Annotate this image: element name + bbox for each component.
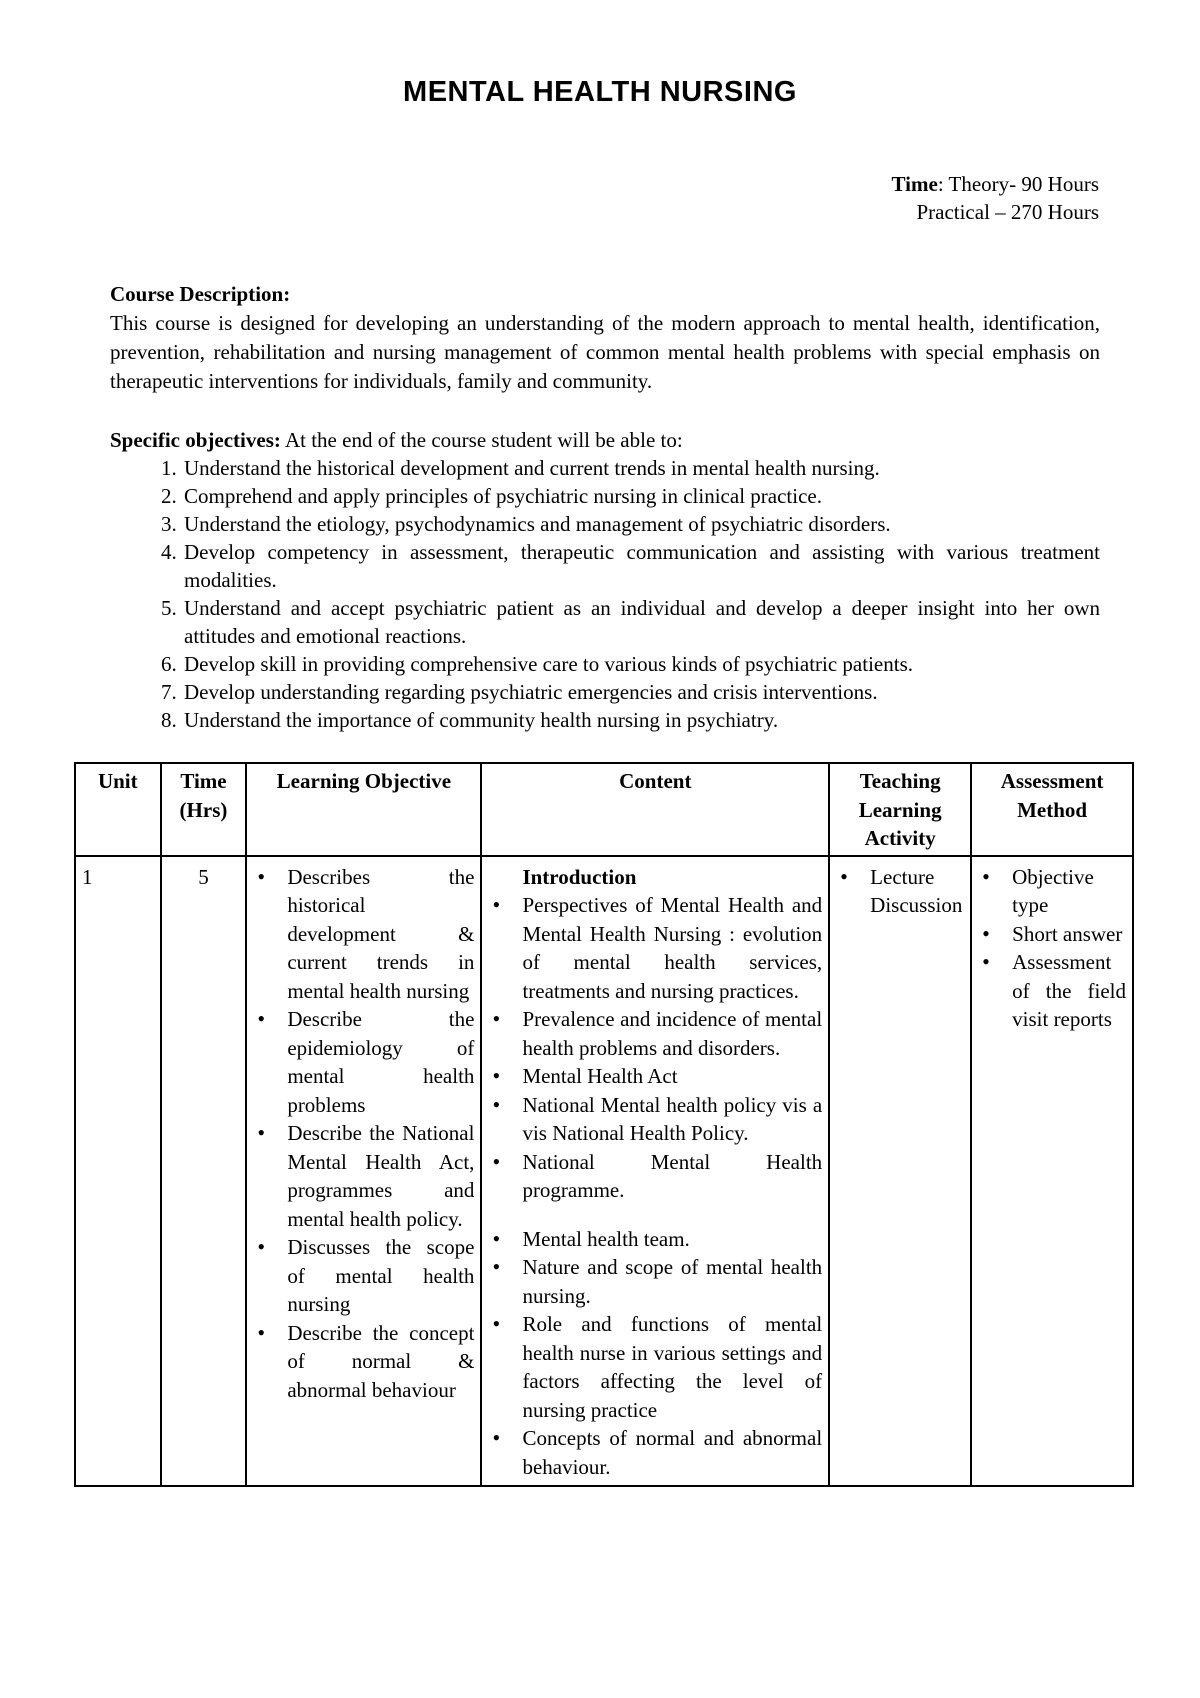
- list-item: • Prevalence and incidence of mental health problems and disorders.: [488, 1005, 822, 1062]
- objective-item: 7. Develop understanding regarding psychiatric emergencies and crisis interventions.: [182, 678, 1100, 706]
- list-item: • Describe the National Mental Health Act, programmes and mental health policy.: [253, 1119, 474, 1233]
- objectives-intro: [110, 426, 1100, 454]
- list-item: • Mental health team.: [488, 1225, 822, 1254]
- list-item: • National Mental health policy vis a vis National Health Policy.: [488, 1091, 822, 1148]
- course-description-text: This course is designed for developing an understanding of the modern approach to mental health, identification, prevention, rehabilitation and nursing management of common mental health problems with special emphasis on therapeutic interventions for individuals, family and community.: [110, 311, 1100, 393]
- content-bullet-list-continued: [488, 1225, 822, 1482]
- header-time: Time (Hrs): [161, 763, 247, 856]
- list-item: • Describe the epidemiology of mental health problems: [253, 1005, 474, 1119]
- list-item: • Objective type: [978, 863, 1126, 920]
- list-item: • National Mental Health programme.: [488, 1148, 822, 1205]
- header-content: Content: [481, 763, 829, 856]
- time-practical: Practical – 270 Hours: [916, 200, 1099, 224]
- tla-bullet-list: [836, 863, 964, 920]
- list-item: • Assessment of the field visit reports: [978, 948, 1126, 1034]
- objectives-intro-text: At the end of the course student will be able to:: [284, 428, 683, 452]
- list-item: • Describes the historical development & current trends in mental health nursing: [253, 863, 474, 1006]
- course-description-heading: Course Description:: [110, 282, 291, 306]
- time-theory-line: [892, 170, 1099, 198]
- list-item: • Discusses the scope of mental health nursing: [253, 1233, 474, 1319]
- table-header-row: [75, 763, 1133, 856]
- time-allocation: [892, 170, 1099, 226]
- list-item: • Lecture Discussion: [836, 863, 964, 920]
- objective-item: 1. Understand the historical development and current trends in mental health nursing.: [182, 454, 1100, 482]
- objective-item: 5. Understand and accept psychiatric patient as an individual and develop a deeper insight into her own attitudes and emotional reactions.: [182, 594, 1100, 650]
- cell-unit: 1: [75, 856, 161, 1487]
- header-learning-objective: Learning Objective: [246, 763, 481, 856]
- header-assessment-method: Assessment Method: [971, 763, 1133, 856]
- cell-teaching-learning-activity: [829, 856, 971, 1487]
- page-title: MENTAL HEALTH NURSING: [403, 76, 797, 108]
- header-teaching-learning-activity: Teaching Learning Activity: [829, 763, 971, 856]
- objective-item: 6. Develop skill in providing comprehensive care to various kinds of psychiatric patients.: [182, 650, 1100, 678]
- objective-item: 2. Comprehend and apply principles of psychiatric nursing in clinical practice.: [182, 482, 1100, 510]
- objective-item: 3. Understand the etiology, psychodynamics and management of psychiatric disorders.: [182, 510, 1100, 538]
- list-item: • Nature and scope of mental health nursing.: [488, 1253, 822, 1310]
- header-unit: Unit: [75, 763, 161, 856]
- list-item: • Role and functions of mental health nurse in various settings and factors affecting the level of nursing practice: [488, 1310, 822, 1424]
- cell-learning-objectives: [246, 856, 481, 1487]
- time-theory: : Theory- 90 Hours: [937, 172, 1099, 196]
- course-unit-table: [74, 762, 1134, 1487]
- cell-content: [481, 856, 829, 1487]
- cell-assessment-method: [971, 856, 1133, 1487]
- table-row: [75, 856, 1133, 1487]
- content-bullet-list: [488, 891, 822, 1205]
- objective-item: 4. Develop competency in assessment, therapeutic communication and assisting with various treatment modalities.: [182, 538, 1100, 594]
- list-item: • Concepts of normal and abnormal behaviour.: [488, 1424, 822, 1481]
- objectives-list: [110, 454, 1100, 734]
- time-label: Time: [891, 172, 938, 196]
- objectives-label: Specific objectives:: [110, 428, 281, 452]
- list-item: • Short answer: [978, 920, 1126, 949]
- objective-bullet-list: [253, 863, 474, 1405]
- list-item: • Perspectives of Mental Health and Mental Health Nursing : evolution of mental health services, treatments and nursing practices.: [488, 891, 822, 1005]
- objective-item: 8. Understand the importance of community health nursing in psychiatry.: [182, 706, 1100, 734]
- specific-objectives: [110, 426, 1100, 734]
- cell-time: 5: [161, 856, 247, 1487]
- content-spacer: [488, 1205, 822, 1225]
- assessment-bullet-list: [978, 863, 1126, 1034]
- list-item: • Describe the concept of normal & abnormal behaviour: [253, 1319, 474, 1405]
- list-item: • Mental Health Act: [488, 1062, 822, 1091]
- course-description: [110, 280, 1100, 396]
- content-heading: Introduction: [522, 864, 637, 889]
